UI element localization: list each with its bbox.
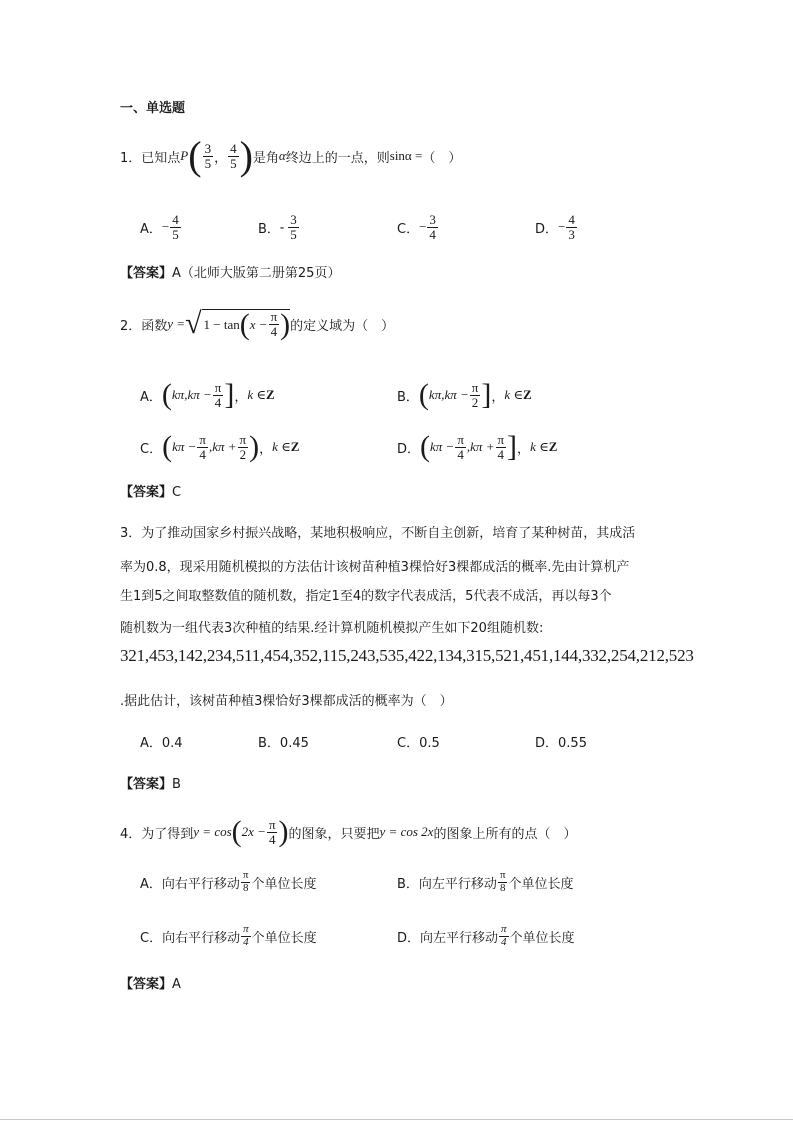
page-bottom-divider (0, 1119, 793, 1120)
q3-option-b[interactable]: B．0.45 (258, 736, 309, 751)
question-3-line-1: 3．为了推动国家乡村振兴战略，某地积极响应，不断自主创新，培育了某种树苗，其成活 (120, 526, 636, 541)
question-3-answer: 【答案】B (120, 777, 181, 792)
question-2-suffix: 的定义域为（ ） (290, 318, 395, 334)
sin-expression: sinα = (389, 148, 423, 163)
source-function: y = cos 2x (379, 824, 434, 839)
point-y-fraction: $\frac{4}{5}$ (230, 140, 237, 171)
point-x-fraction: $\frac{3}{5}$ (204, 140, 212, 171)
q2-option-c[interactable]: C． ( kπ − $\frac{\pi}{4}$ ,kπ + $\frac{\pi}{2}$ ) ， k ∈ Z (140, 430, 300, 463)
question-4-stem: 4．为了得到 y = cos ( 2x − $\frac{\pi}{4}$ ) 的图象，只要把 y = cos 2x 的图象上所有的点（ ） (120, 815, 577, 848)
question-3-line-3: 生1到5之间取整数值的随机数，指定1至4的数字代表成活，5代表不成活，再以每3个 (120, 589, 612, 604)
q2-option-d[interactable]: D． ( kπ − $\frac{\pi}{4}$ ,kπ + $\frac{\pi}{4}$ ] ， k ∈ Z (397, 430, 558, 463)
q1-option-b[interactable]: B． - $\frac{3}{5}$ (258, 211, 297, 242)
question-4-suffix: 的图象上所有的点（ ） (433, 826, 577, 842)
y-equals: y = (167, 316, 186, 331)
q4-option-d[interactable]: D． 向左平行移动 $\frac{\pi}{4}$ 个单位长度 (397, 922, 575, 948)
section-title: 一、单选题 (120, 101, 186, 116)
answer-paren: （ ） (422, 150, 462, 166)
random-number-sequence: 321,453,142,234,511,454,352,115,243,535,422,134,315,521,451,144,332,254,212,523 (120, 646, 694, 665)
question-3-line-2: 率为0.8，现采用随机模拟的方法估计该树苗种植3棵恰好3棵都成活的概率.先由计算机产 (120, 560, 630, 575)
right-paren: ) (239, 133, 253, 178)
target-function: y = cos (193, 824, 232, 839)
question-4-mid: 的图象，只要把 (288, 826, 380, 842)
sqrt-expression: √ 1 − tan ( x − $\frac{\pi}{4}$ ) (185, 307, 291, 341)
q2-option-b[interactable]: B． ( kπ,kπ − $\frac{\pi}{2}$ ] ， k ∈ Z (397, 378, 532, 411)
left-paren: ( (188, 133, 202, 178)
question-1-prefix: 1．已知点 (120, 150, 181, 166)
q4-option-a[interactable]: A． 向右平行移动 $\frac{\pi}{8}$ 个单位长度 (140, 868, 317, 894)
q3-option-d[interactable]: D．0.55 (535, 736, 587, 751)
question-3-line-5: .据此估计，该树苗种植3棵恰好3棵都成活的概率为（ ） (120, 694, 453, 709)
question-2-prefix: 2．函数 (120, 318, 168, 334)
question-2-stem (120, 306, 394, 342)
question-1-answer: 【答案】A（北师大版第二册第25页） (120, 266, 341, 281)
q3-option-c[interactable]: C．0.5 (397, 736, 440, 751)
q3-option-a[interactable]: A．0.4 (140, 736, 183, 751)
q1-option-c[interactable]: C． − $\frac{3}{4}$ (397, 211, 436, 242)
question-1-mid: 是角 (252, 150, 279, 166)
question-2-answer: 【答案】C (120, 485, 182, 500)
question-4-answer: 【答案】A (120, 977, 181, 992)
question-1-suffix: 终边上的一点，则 (285, 150, 390, 166)
q4-option-c[interactable]: C． 向右平行移动 $\frac{\pi}{4}$ 个单位长度 (140, 922, 317, 948)
q1-option-d[interactable]: D． − $\frac{4}{3}$ (535, 211, 575, 242)
alpha-symbol: α (278, 148, 286, 163)
q1-option-a[interactable]: A． − $\frac{4}{5}$ (140, 211, 179, 242)
question-4-prefix: 4．为了得到 (120, 826, 194, 842)
question-1-stem: 1．已知点 P ( $\frac{3}{5}$ ， $\frac{4}{5}$ ) 是角 α 终边上的一点，则 sinα = （ ） (120, 133, 462, 178)
question-3-line-4: 随机数为一组代表3次种植的结果.经计算机随机模拟产生如下20组随机数: (120, 621, 544, 636)
q2-option-a[interactable]: A． ( kπ,kπ − $\frac{\pi}{4}$ ] ， k ∈ Z (140, 378, 275, 411)
point-letter: P (180, 148, 189, 163)
q4-option-b[interactable]: B． 向左平行移动 $\frac{\pi}{8}$ 个单位长度 (397, 868, 574, 894)
